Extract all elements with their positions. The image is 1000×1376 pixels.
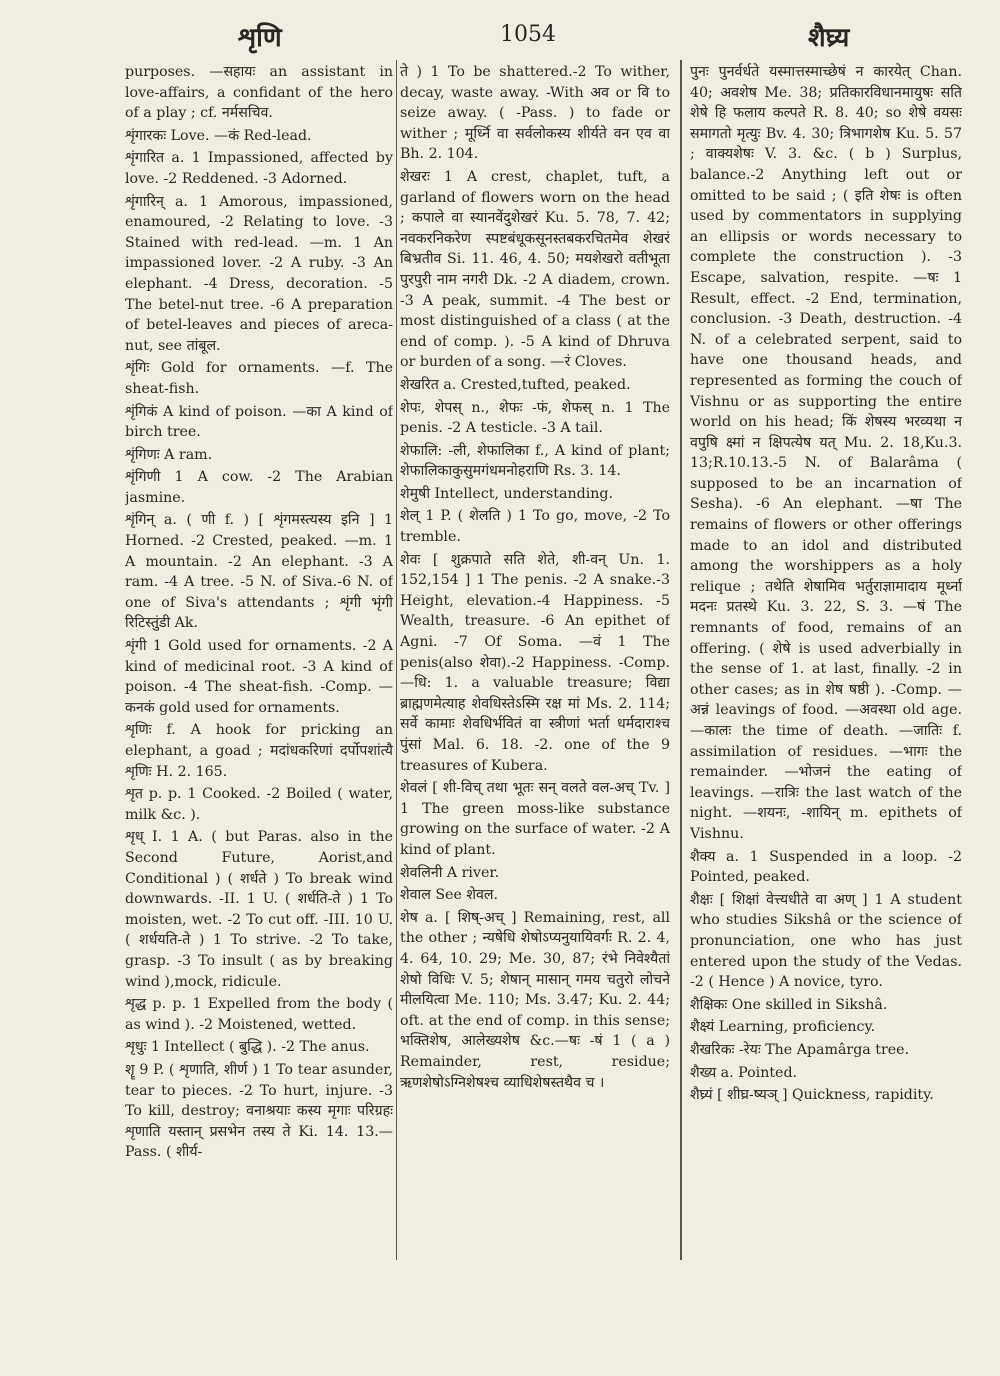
dictionary-entry: शैक्य a. 1 Suspended in a loop. -2 Pointed, peaked. xyxy=(690,848,962,886)
dictionary-entry: शैख्य a. Pointed. xyxy=(690,1064,798,1081)
dictionary-entry: शृंगिः Gold for ornaments. —f. The sheat-fish. xyxy=(125,360,393,397)
dictionary-column-2 xyxy=(400,62,670,1352)
dictionary-entry: ते ) 1 To be shattered.-2 To wither, decay, waste away. -With अव or वि to seize away. ( -Pass. ) to fade or wither ; मूर्ध्नि वा सर्वलोकस्य शीर्यते वन एव वा Bh. 2. 104. xyxy=(400,64,670,163)
page-number: 1054 xyxy=(500,22,556,47)
dictionary-entry: शेखरित a. Crested,tufted, peaked. xyxy=(400,376,631,393)
dictionary-entry: शेवाल See शेवल. xyxy=(400,887,499,904)
dictionary-entry: शृद्ध p. p. 1 Expelled from the body ( as wind ). -2 Moistened, wetted. xyxy=(125,996,393,1033)
dictionary-entry: शेफालि: -ली, शेफालिका f., A kind of plant; शेफालिकाकुसुमगंधमनोहराणि Rs. 3. 14. xyxy=(400,442,670,480)
dictionary-entry: शृंगारिन् a. 1 Amorous, impassioned, enamoured, -2 Relating to love. -3 Stained with red-lead. —m. 1 An impassioned lover. -2 A ruby. -3 An elephant. -4 Dress, decoration. -5 The betel-nut tree. -6 A preparation of betel-leaves and pieces of areca-nut, see तांबूल. xyxy=(125,193,393,354)
dictionary-entry: शैक्षः [ शिक्षां वेत्त्यधीते वा अण् ] 1 A student who studies Sikshâ or the science of pronunciation, one who has just entered upon the study of the Vedas. -2 ( Hence ) A novice, tyro. xyxy=(690,891,962,991)
dictionary-entry: शेवलं [ शी-विच् तथा भूतः सन् वलते वल-अच् Tv. ] 1 The green moss-like substance growing on the surface of water. -2 A kind of plant. xyxy=(400,780,670,858)
dictionary-entry: purposes. —सहायः an assistant in love-affairs, a confidant of the hero of a play ; cf. नर्मसचिव. xyxy=(125,64,393,122)
dictionary-entry: शृंगारकः Love. —कं Red-lead. xyxy=(125,127,312,144)
column-divider xyxy=(396,60,397,1260)
dictionary-entry: शेष a. [ शिष्-अच् ] Remaining, rest, all the other ; न्यषेधि शेषोऽप्यनुयायिवर्गः R. 2. 4, 4. 64, 10. 29; Me. 30, 87; रंभे निवेश्यैतां शेषो विधिः V. 5; शेषान् मासान् गमय चतुरो लोचने मीलयित्वा Me. 110; Ms. 3.47; Ku. 2. 44; oft. at the end of comp. in this sense; भक्तिशेष, आलेख्यशेष &c.—षः -षं 1 ( a ) Remainder, rest, residue; ऋणशेषोऽग्निशेषश्च व्याधिशेषस्तथैव च । xyxy=(400,909,670,1091)
dictionary-entry: शैक्ष्यं Learning, proficiency. xyxy=(690,1019,876,1036)
dictionary-entry: शेपः, शेपस् n., शेफः -फं, शेफस् n. 1 The penis. -2 A testicle. -3 A tail. xyxy=(400,399,670,437)
left-running-headword: शृणि xyxy=(238,23,282,53)
dictionary-entry: शृंगिणः A ram. xyxy=(125,446,213,463)
dictionary-entry: शृंगिकं A kind of poison. —का A kind of birch tree. xyxy=(125,403,393,441)
dictionary-entry: शृणिः f. A hook for pricking an elephant, a goad ; मदांधकरिणां दर्पोपशांत्यै शृणिः H. 2. 165. xyxy=(125,722,393,780)
dictionary-entry: शृंगिन् a. ( णी f. ) [ शृंगमस्त्यस्य इनि ] 1 Horned. -2 Crested, peaked. —m. 1 A mountain. -2 An elephant. -3 A ram. -4 A tree. -5 N. of Siva.-6 N. of one of Siva's attendants ; शृंगी भृंगी रिटिस्तुंडी Ak. xyxy=(125,512,393,632)
dictionary-entry: शृंगारित a. 1 Impassioned, affected by love. -2 Reddened. -3 Adorned. xyxy=(125,150,393,187)
dictionary-entry: शेमुषी Intellect, understanding. xyxy=(400,485,613,502)
dictionary-entry: शेखरः 1 A crest, chaplet, tuft, a garland of flowers worn on the head ; कपाले वा स्यानवेंदुशेखरं Ku. 5. 78, 7. 42; नवकरनिकरेण स्पष्टबंधूकसूनस्तबकरचितमेव शेखरं बिभ्रतीव Si. 11. 46, 4. 50; मयशेखरो वतीभूता पुरपुरी नाम नगरी Dk. -2 A diadem, crown. -3 A peak, summit. -4 The best or most distinguished of a class ( at the end of comp. ). -5 A kind of Dhruva or burden of a song. —रं Cloves. xyxy=(400,168,670,371)
page-header xyxy=(0,18,1000,58)
dictionary-entry: शैघ्र्यं [ शीघ्र-ष्यञ् ] Quickness, rapidity. xyxy=(690,1087,934,1104)
dictionary-entry: शेल् 1 P. ( शेलति ) 1 To go, move, -2 To tremble. xyxy=(400,508,670,546)
column-divider xyxy=(680,60,685,1260)
dictionary-entry: शैक्षिकः One skilled in Sikshâ. xyxy=(690,996,888,1013)
dictionary-column-1 xyxy=(125,62,393,1352)
dictionary-entry: पुनः पुनर्वर्धते यस्मात्तस्माच्छेषं न कारयेत् Chan. 40; अवशेष Me. 38; प्रतिकारविधानमायुषः सति शेषे हि फलाय कल्पते R. 8. 40; so शेषे वयसः समागतो मृत्युः Bv. 4. 30; त्रिभागशेष Ku. 5. 57 ; वाक्यशेषः V. 3. &c. ( b ) Surplus, balance.-2 Anything left out or omitted to be said ; ( इति शेषः is often used by commentators in supplying an ellipsis or words necessary to complete the construction ). -3 Escape, salvation, respite. —षः 1 Result, effect. -2 End, termination, conclusion. -3 Death, destruction. -4 N. of a celebrated serpent, said to have one thousand heads, and represented as forming the couch of Vishnu or as supporting the entire world on his head; किं शेषस्य भरव्यथा न वपुषि क्ष्मां न क्षिपत्येष यत् Mu. 2. 18,Ku.3. 13;R.10.13.-5 N. of Balarâma ( supposed to be an incarnation of Sesha). -6 An elephant. —षा The remains of flowers or other offerings made to an idol and distributed among the worshippers as a holy relique ; तथेति शेषामिव भर्तुराज्ञामादाय मूर्ध्ना मदनः प्रतस्थे Ku. 3. 22, S. 3. —षं The remnants of food, remains of an offering. ( शेषे is used adverbially in the sense of 1. at last, finally. -2 in other cases; as in शेष षष्ठी ). -Comp. —अन्नं leavings of food. —अवस्था old age. —कालः the time of death. —जातिः f. assimilation of residues. —भागः the remainder. —भोजनं the eating of leavings. —रात्रिः the last watch of the night. —शयनः, -शायिन् m. epithets of Vishnu. xyxy=(690,64,962,842)
dictionary-entry: शेवः [ शुक्रपाते सति शेते, शी-वन् Un. 1. 152,154 ] 1 The penis. -2 A snake.-3 Height, elevation.-4 Happiness. -5 Wealth, treasure. -6 An epithet of Agni. -7 Of Soma. —वं 1 The penis(also शेवा).-2 Happiness. -Comp.—धि: 1. a valuable treasure; विद्या ब्राह्मणमेत्याह शेवधिस्तेऽस्मि रक्ष मां Ms. 2. 114; सर्वे कामाः शेवधिर्भवितं वा स्त्रीणां भर्ता धर्मदाराश्च पुंसां Mal. 6. 18. -2. one of the 9 treasures of Kubera. xyxy=(400,551,670,774)
dictionary-entry: शॄ 9 P. ( शृणाति, शीर्ण ) 1 To tear asunder, tear to pieces. -2 To hurt, injure. -3 To kill, destroy; वनाश्रयाः कस्य मृगाः परिग्रहः शृणाति यस्तान् प्रसभेन तस्य ते Ki. 14. 13.—Pass. ( शीर्य- xyxy=(125,1061,393,1161)
dictionary-entry: शैखरिकः -रेयः The Apamârga tree. xyxy=(690,1041,910,1058)
dictionary-entry: शृधुः 1 Intellect ( बुद्धि ). -2 The anus. xyxy=(125,1039,370,1056)
dictionary-column-3 xyxy=(690,62,962,1352)
dictionary-entry: शृत p. p. 1 Cooked. -2 Boiled ( water, milk &c. ). xyxy=(125,786,393,823)
dictionary-entry: शृंगी 1 Gold used for ornaments. -2 A kind of medicinal root. -3 A kind of poison. -4 The sheat-fish. -Comp. —कनकं gold used for ornaments. xyxy=(125,638,393,716)
dictionary-entry: शृध् I. 1 A. ( but Paras. also in the Second Future, Aorist,and Conditional ) ( शर्धते ) To break wind downwards. -II. 1 U. ( शर्धति-ते ) 1 To moisten, wet. -2 To cut off. -III. 10 U. ( शर्धयति-ते ) 1 To strive. -2 To take, grasp. -3 To insult ( as by breaking wind ),mock, ridicule. xyxy=(125,829,393,990)
dictionary-entry: शृंगिणी 1 A cow. -2 The Arabian jasmine. xyxy=(125,469,393,506)
dictionary-entry: शेवलिनी A river. xyxy=(400,864,500,881)
right-running-headword: शैघ्र्य xyxy=(808,23,850,53)
